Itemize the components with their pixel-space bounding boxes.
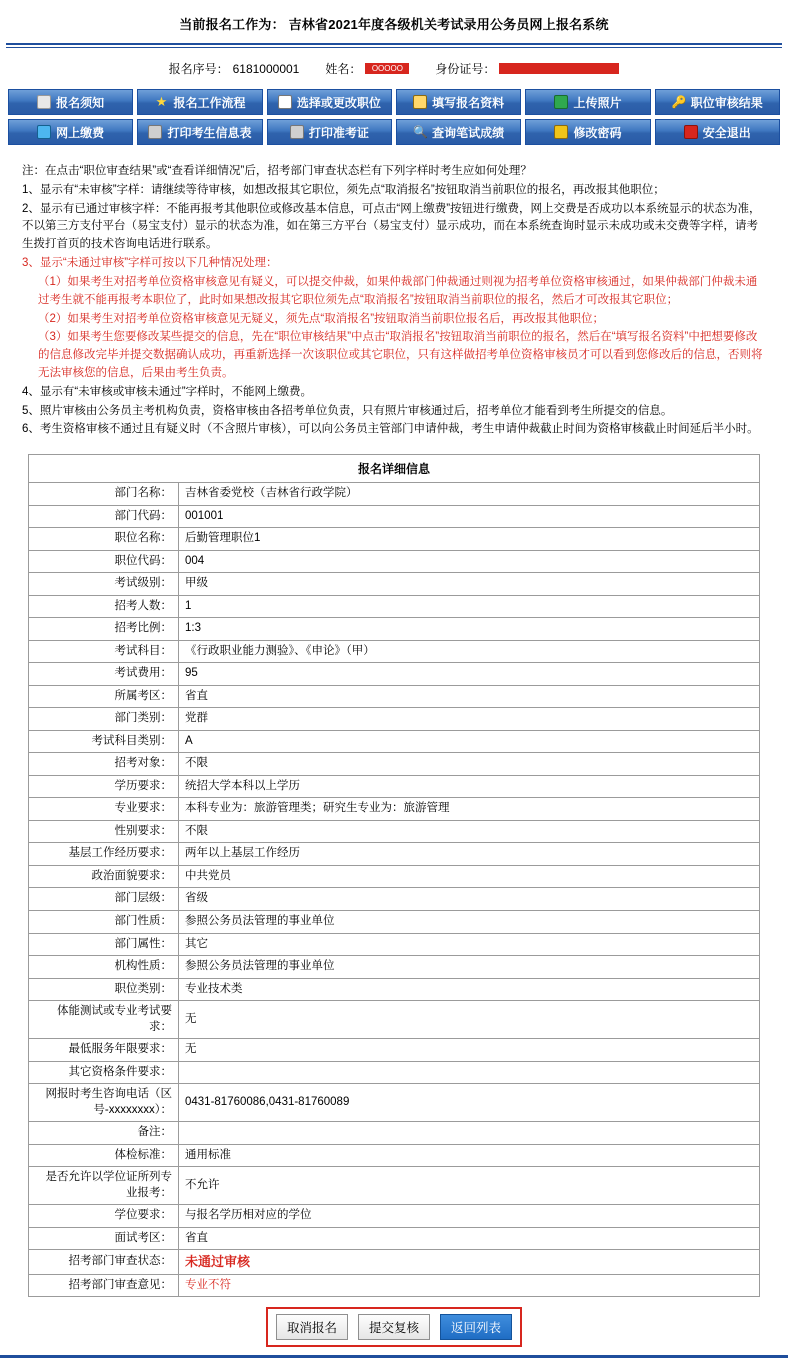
row-value: 不限	[179, 820, 760, 843]
row-label: 学历要求：	[29, 775, 179, 798]
row-value	[179, 1061, 760, 1084]
payment-icon	[37, 125, 51, 139]
row-label: 体能测试或专业考试要求：	[29, 1001, 179, 1039]
serial-number-label: 报名序号：	[168, 62, 229, 76]
row-label: 学位要求：	[29, 1205, 179, 1228]
search-icon: 🔍	[413, 125, 429, 139]
table-row	[29, 753, 760, 776]
row-label: 面试考区：	[29, 1227, 179, 1250]
exit-icon	[684, 125, 698, 139]
row-value: 省级	[179, 888, 760, 911]
instruction-line: 5、照片审核由公务员主考机构负责，资格审核由各招考单位负责，只有照片审核通过后，招考单位才能看到考生所提交的信息。	[22, 404, 673, 417]
row-label: 是否允许以学位证所列专业报考：	[29, 1167, 179, 1205]
table-row	[29, 550, 760, 573]
nav-item-change-password[interactable]	[525, 119, 650, 145]
instructions-block	[0, 149, 788, 446]
row-label: 招考人数：	[29, 595, 179, 618]
table-row	[29, 573, 760, 596]
row-value: 中共党员	[179, 865, 760, 888]
nav-item-print-info-label: 打印考生信息表	[167, 125, 252, 140]
table-row	[29, 1084, 760, 1122]
table-row	[29, 865, 760, 888]
row-value: 后勤管理职位1	[179, 528, 760, 551]
lock-icon	[554, 125, 568, 139]
instruction-line: 2、显示有已通过审核字样：不能再报考其他职位或修改基本信息，可点击“网上缴费”按钮进行缴费，网上交费是否成功以本系统显示的状态为准，不以第三方支付平台（易宝支付）显示的状态为准，如在第三方平台（易宝支付）显示成功，而在本系统查询时显示未成功或未交费等字样，请考生拨打首页的技术咨询电话进行联系。	[22, 202, 761, 251]
row-label: 部门性质：	[29, 910, 179, 933]
registration-detail-table	[28, 454, 760, 1297]
nav-item-process[interactable]	[137, 89, 262, 115]
table-row	[29, 1205, 760, 1228]
row-value: 95	[179, 663, 760, 686]
instruction-line: 4、显示有“未审核或审核未通过”字样时，不能网上缴费。	[22, 385, 313, 398]
table-row	[29, 618, 760, 641]
row-value: 参照公务员法管理的事业单位	[179, 956, 760, 979]
row-value: 《行政职业能力测验》、《申论》（甲）	[179, 640, 760, 663]
row-value: 参照公务员法管理的事业单位	[179, 910, 760, 933]
row-label: 考试科目类别：	[29, 730, 179, 753]
row-value: 统招大学本科以上学历	[179, 775, 760, 798]
nav-item-fill-form[interactable]	[396, 89, 521, 115]
instruction-line: （1）如果考生对招考单位资格审核意见有疑义，可以提交仲裁，如果仲裁部门仲裁通过则视为招考单位资格审核通过，如果仲裁部门仲裁未通过考生就不能再报考本职位了，此时如果想改报其它职位须先点“取消报名”按钮取消当前职位的报名，然后才可改报其它职位；	[38, 275, 758, 306]
row-label: 职位代码：	[29, 550, 179, 573]
row-value: 其它	[179, 933, 760, 956]
table-row	[29, 640, 760, 663]
print-icon	[290, 125, 304, 139]
row-value	[179, 1122, 760, 1145]
main-navigation	[0, 89, 788, 145]
instruction-line: （3）如果考生您要修改某些提交的信息，先在“职位审核结果”中点击“取消报名”按钮取消当前职位的报名，然后在“填写报名资料”中把想要修改的信息修改完毕并提交数据确认成功，再重新选择一次该职位或其它职位，只有这样做招考单位资格审核员才可以看到您修改后的信息，否则将无法审核您的信息，后果由考生负责。	[38, 331, 763, 379]
row-value: 0431-81760086,0431-81760089	[179, 1084, 760, 1122]
row-value: 省直	[179, 685, 760, 708]
nav-item-fill-form-label: 填写报名资料	[432, 95, 505, 110]
row-label: 招考部门审查意见：	[29, 1274, 179, 1297]
table-row	[29, 1001, 760, 1039]
id-number-redacted	[499, 63, 619, 74]
table-row	[29, 888, 760, 911]
row-label: 专业要求：	[29, 798, 179, 821]
nav-item-select-position[interactable]	[267, 89, 392, 115]
page-title-prefix: 当前报名工作为：	[179, 17, 285, 32]
nav-item-online-payment[interactable]	[8, 119, 133, 145]
row-value: 省直	[179, 1227, 760, 1250]
row-label: 部门代码：	[29, 505, 179, 528]
row-value: 两年以上基层工作经历	[179, 843, 760, 866]
detail-table-caption: 报名详细信息	[29, 455, 760, 483]
applicant-name-field	[325, 60, 409, 77]
row-label: 考试科目：	[29, 640, 179, 663]
table-row	[29, 483, 760, 506]
nav-item-review-result[interactable]	[655, 89, 780, 115]
instruction-line: 1、显示有“未审核”字样：请继续等待审核，如想改报其它职位，须先点“取消报名”按钮取消当前职位的报名，再改报其他职位；	[22, 183, 665, 196]
row-label: 体检标准：	[29, 1144, 179, 1167]
detail-table-wrapper	[0, 446, 788, 1297]
row-label: 部门类别：	[29, 708, 179, 731]
page-title-main: 吉林省2021年度各级机关考试录用公务员网上报名系统	[288, 17, 609, 32]
row-value: 不允许	[179, 1167, 760, 1205]
row-label: 职位类别：	[29, 978, 179, 1001]
row-label: 机构性质：	[29, 956, 179, 979]
page-title	[0, 0, 788, 43]
nav-item-print-admission[interactable]	[267, 119, 392, 145]
row-value: 无	[179, 1039, 760, 1062]
key-icon: 🔑	[671, 95, 687, 109]
row-value: 1:3	[179, 618, 760, 641]
instruction-line: （2）如果考生对招考单位资格审核意见无疑义，须先点“取消报名”按钮取消当前职位报名后，再改报其他职位；	[38, 312, 605, 325]
table-row	[29, 1061, 760, 1084]
row-value: 甲级	[179, 573, 760, 596]
table-row	[29, 1039, 760, 1062]
table-row	[29, 1227, 760, 1250]
row-value: A	[179, 730, 760, 753]
table-row	[29, 685, 760, 708]
nav-row-1	[8, 89, 780, 115]
row-value: 党群	[179, 708, 760, 731]
status-badge: 未通过审核	[179, 1250, 760, 1275]
cancel-registration-button[interactable]: 取消报名	[276, 1314, 348, 1340]
row-label: 招考比例：	[29, 618, 179, 641]
submit-review-button[interactable]: 提交复核	[358, 1314, 430, 1340]
nav-item-print-info[interactable]	[137, 119, 262, 145]
applicant-name-label: 姓名：	[325, 62, 362, 76]
row-label: 考试级别：	[29, 573, 179, 596]
nav-item-logout[interactable]	[655, 119, 780, 145]
photo-icon	[554, 95, 568, 109]
row-label: 政治面貌要求：	[29, 865, 179, 888]
book-icon	[37, 95, 51, 109]
table-row	[29, 956, 760, 979]
row-value: 本科专业为：旅游管理类；研究生专业为：旅游管理	[179, 798, 760, 821]
applicant-name-redacted-text: OOOOO	[371, 64, 403, 73]
row-label: 性别要求：	[29, 820, 179, 843]
nav-item-notice-label: 报名须知	[56, 95, 105, 110]
table-row	[29, 798, 760, 821]
row-label: 所属考区：	[29, 685, 179, 708]
table-row-review-comment	[29, 1274, 760, 1297]
row-label: 部门层级：	[29, 888, 179, 911]
row-label: 招考对象：	[29, 753, 179, 776]
nav-item-change-password-label: 修改密码	[573, 125, 622, 140]
instruction-line: 注：在点击“职位审查结果”或“查看详细情况”后，招考部门审查状态栏有下列字样时考生应如何处理？	[22, 165, 532, 177]
return-to-list-button[interactable]: 返回列表	[440, 1314, 512, 1340]
row-value: 004	[179, 550, 760, 573]
nav-item-print-admission-label: 打印准考证	[308, 125, 369, 140]
row-label: 部门属性：	[29, 933, 179, 956]
list-icon	[278, 95, 292, 109]
row-label: 最低服务年限要求：	[29, 1039, 179, 1062]
table-caption-row	[29, 455, 760, 483]
nav-item-select-position-label: 选择或更改职位	[296, 95, 381, 110]
table-row	[29, 505, 760, 528]
table-row	[29, 933, 760, 956]
row-label: 部门名称：	[29, 483, 179, 506]
table-row	[29, 1122, 760, 1145]
nav-item-review-result-label: 职位审核结果	[690, 95, 763, 110]
table-row	[29, 1167, 760, 1205]
nav-item-upload-photo-label: 上传照片	[573, 95, 622, 110]
row-label: 备注：	[29, 1122, 179, 1145]
table-row-review-status	[29, 1250, 760, 1275]
row-label: 考试费用：	[29, 663, 179, 686]
table-row	[29, 730, 760, 753]
instruction-line: 6、考生资格审核不通过且有疑义时（不含照片审核），可以向公务员主管部门申请仲裁，考生申请仲裁截止时间为资格审核截止时间延后半小时。	[22, 423, 759, 436]
table-row	[29, 708, 760, 731]
id-number-field	[435, 60, 619, 77]
row-label: 招考部门审查状态：	[29, 1250, 179, 1275]
table-row	[29, 978, 760, 1001]
row-value: 1	[179, 595, 760, 618]
nav-item-query-score-label: 查询笔试成绩	[432, 125, 505, 140]
document-icon	[413, 95, 427, 109]
row-label: 其它资格条件要求：	[29, 1061, 179, 1084]
row-value: 吉林省委党校（吉林省行政学院）	[179, 483, 760, 506]
nav-item-query-score[interactable]	[396, 119, 521, 145]
id-number-label: 身份证号：	[435, 62, 496, 76]
row-label: 网报时考生咨询电话（区号-xxxxxxxx）：	[29, 1084, 179, 1122]
identity-bar	[0, 48, 788, 89]
action-bar-highlight	[266, 1307, 522, 1347]
table-row	[29, 663, 760, 686]
nav-item-upload-photo[interactable]	[525, 89, 650, 115]
instruction-line: 3、显示“未通过审核”字样可按以下几种情况处理：	[22, 257, 278, 270]
table-row	[29, 843, 760, 866]
nav-row-2	[8, 119, 780, 145]
row-value: 专业不符	[179, 1274, 760, 1297]
serial-number-field	[169, 60, 300, 77]
nav-item-online-payment-label: 网上缴费	[56, 125, 105, 140]
nav-item-notice[interactable]	[8, 89, 133, 115]
row-value: 不限	[179, 753, 760, 776]
applicant-name-redacted	[365, 63, 409, 74]
row-value: 001001	[179, 505, 760, 528]
nav-item-logout-label: 安全退出	[702, 125, 751, 140]
table-row	[29, 910, 760, 933]
row-value: 与报名学历相对应的学位	[179, 1205, 760, 1228]
row-label: 职位名称：	[29, 528, 179, 551]
row-value: 专业技术类	[179, 978, 760, 1001]
row-value: 通用标准	[179, 1144, 760, 1167]
table-row	[29, 595, 760, 618]
serial-number-value: 6181000001	[232, 61, 300, 76]
table-row	[29, 820, 760, 843]
header-divider	[6, 43, 782, 45]
row-label: 基层工作经历要求：	[29, 843, 179, 866]
table-row	[29, 775, 760, 798]
action-bar	[0, 1297, 788, 1347]
table-row	[29, 528, 760, 551]
star-icon: ★	[155, 94, 168, 109]
table-row	[29, 1144, 760, 1167]
print-icon	[148, 125, 162, 139]
row-value: 无	[179, 1001, 760, 1039]
nav-item-process-label: 报名工作流程	[173, 95, 246, 110]
